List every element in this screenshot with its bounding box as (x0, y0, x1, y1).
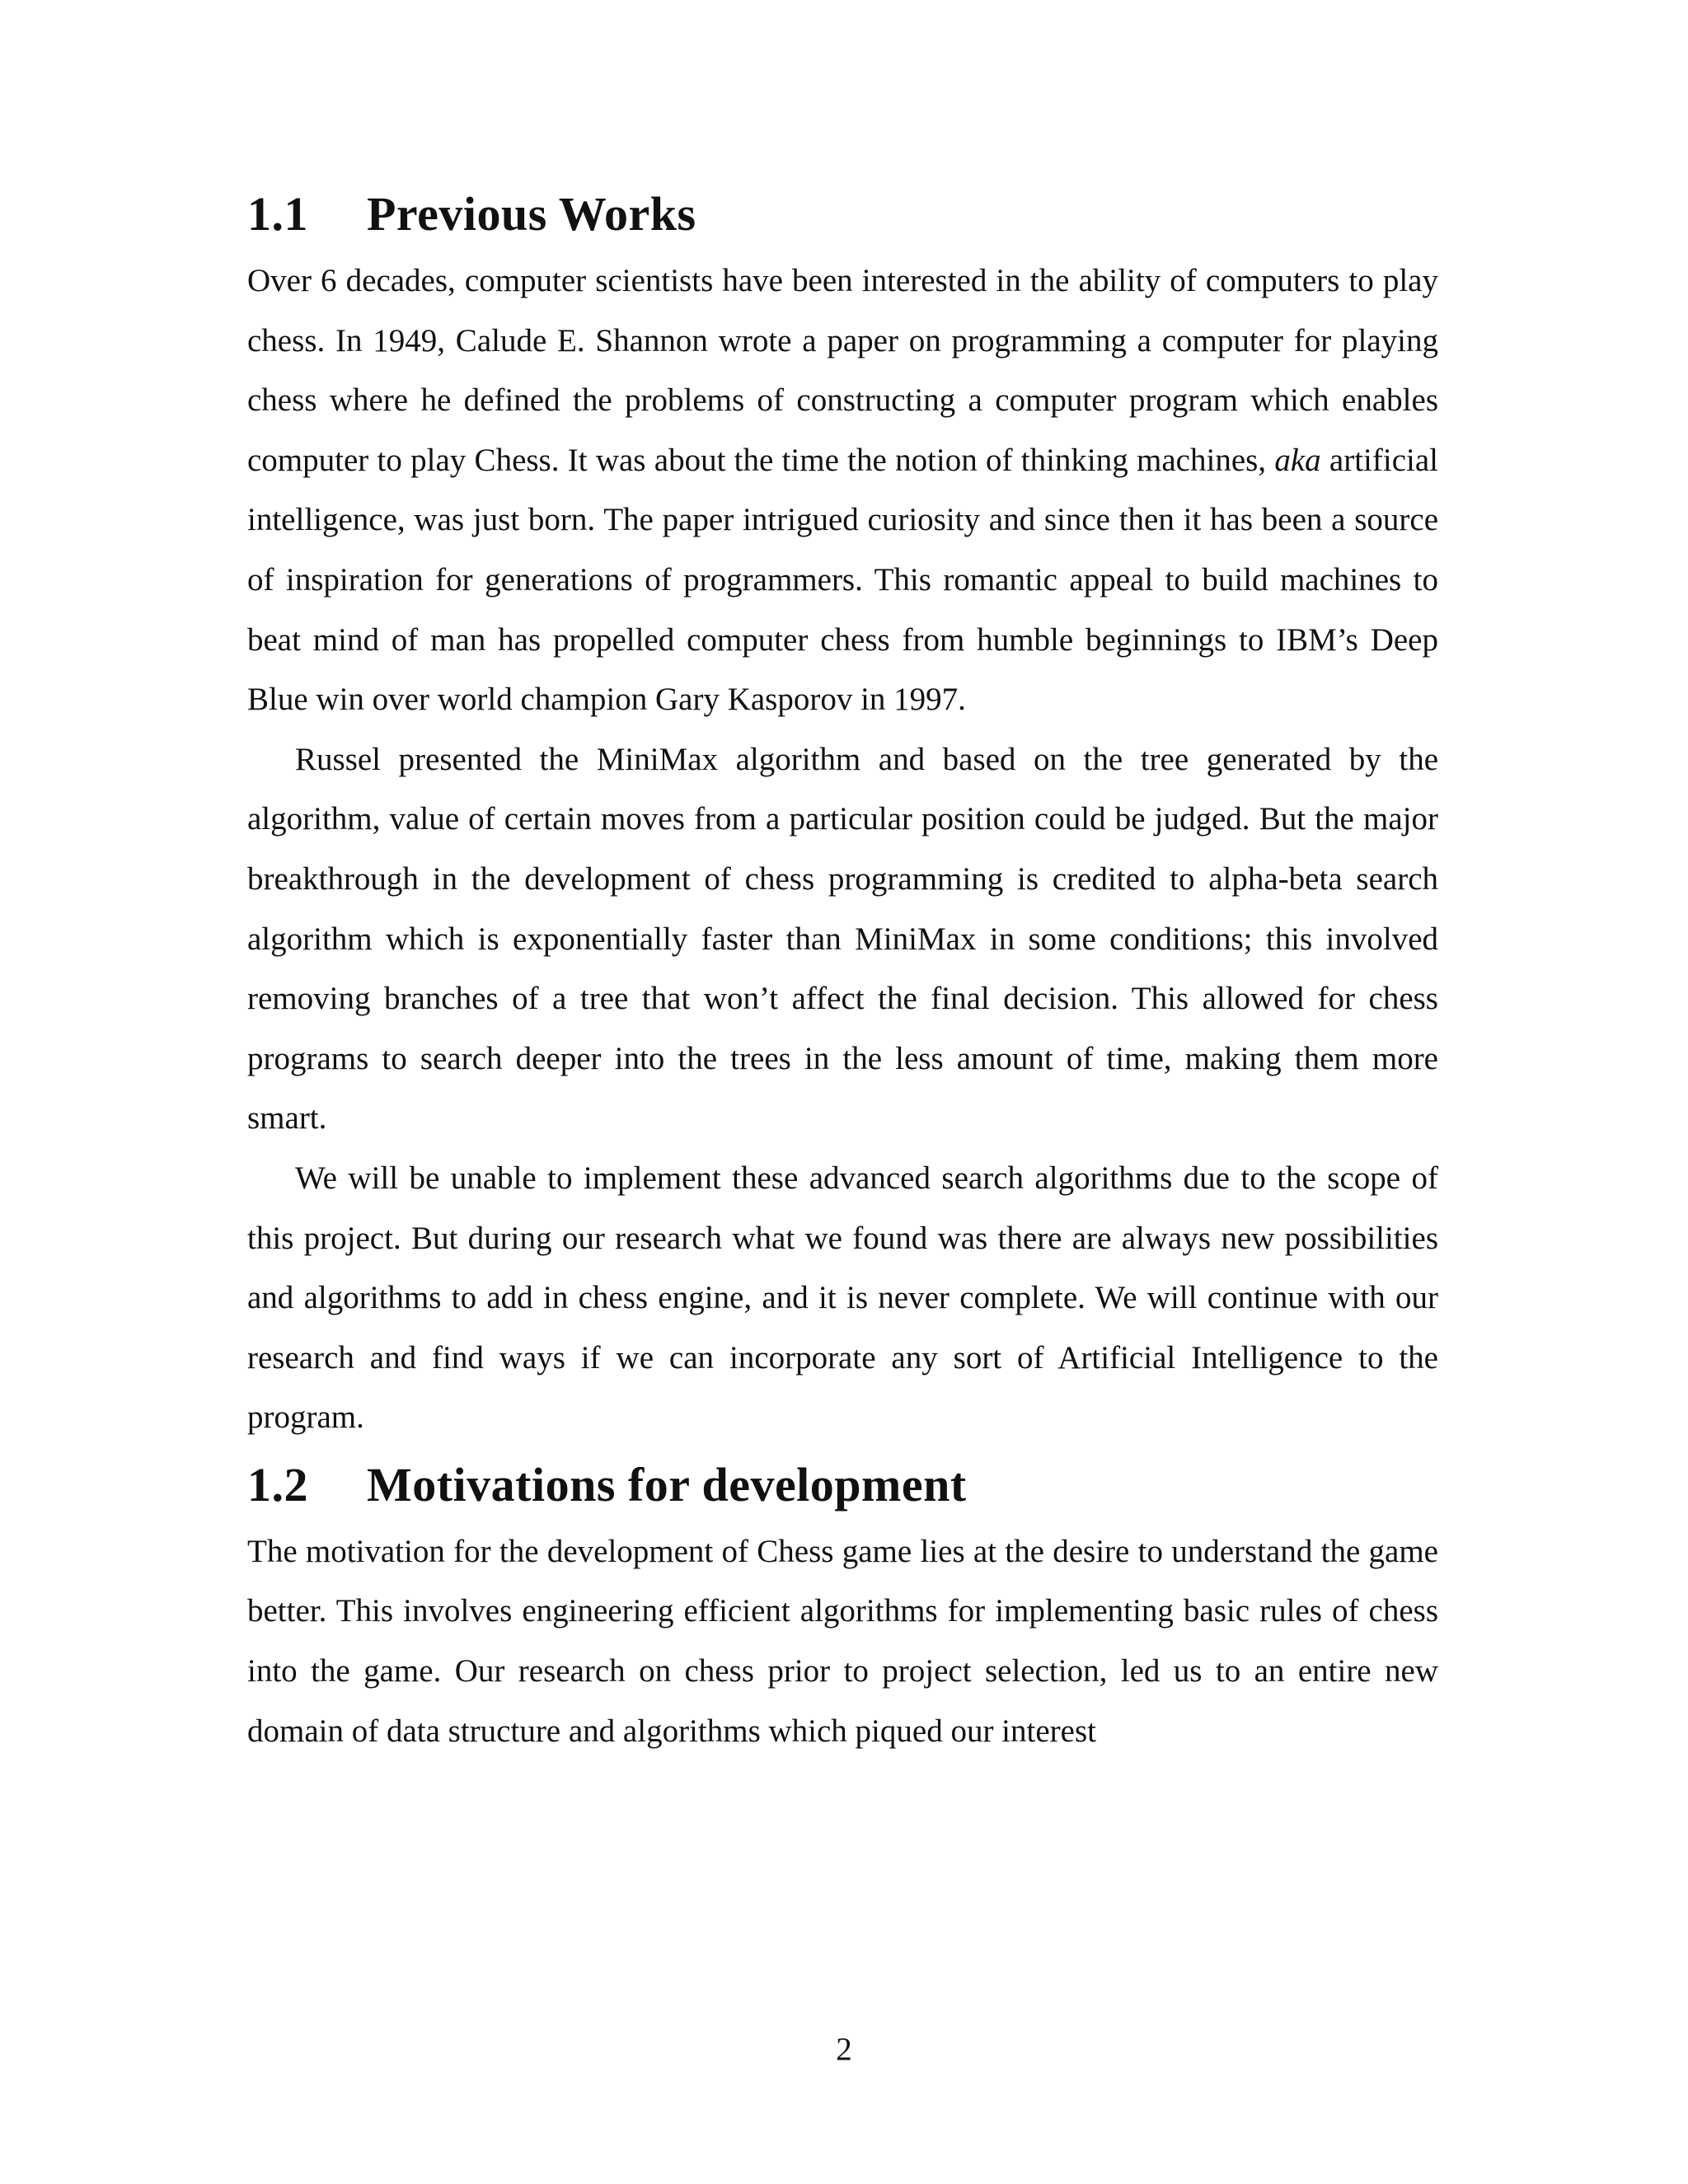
italic-term-aka: aka (1274, 442, 1321, 478)
paragraph-previous-works-1 (247, 251, 1438, 730)
section-number: 1.1 (247, 187, 308, 241)
section-heading-previous-works (247, 177, 1438, 251)
paragraph-motivations-1: The motivation for the development of Chess game lies at the desire to understand the game better. This involves engineering efficient algorithms for implementing basic rules of chess into the game. Our research on chess prior to project selection, led us to an entire new domain of data structure and algorithms which piqued our interest (247, 1533, 1438, 1749)
page-number: 2 (836, 2032, 852, 2067)
section-number: 1.2 (247, 1457, 308, 1511)
paragraph-previous-works-3: We will be unable to implement these advanced search algorithms due to the scope of this project. But during our research what we found was there are always new possibilities and algorithms to add in chess engine, and it is never complete. We will continue with our research and find ways if we can incorporate any sort of Artificial Intelligence to the program. (247, 1160, 1438, 1436)
page-content (247, 177, 1438, 1761)
section-title: Previous Works (367, 187, 696, 241)
section-title: Motivations for development (367, 1457, 967, 1511)
section-heading-motivations (247, 1448, 1438, 1522)
paragraph-previous-works-2: Russel presented the MiniMax algorithm and based on the tree generated by the algorithm, value of certain moves from a particular position could be judged. But the major breakthrough in the development of chess programming is credited to alpha-beta search algorithm which is exponentially faster than MiniMax in some conditions; this involved removing branches of a tree that won’t affect the final decision. This allowed for chess programs to search deeper into the trees in the less amount of time, making them more smart. (247, 741, 1438, 1137)
paragraph-text: Over 6 decades, computer scientists have been interested in the ability of computers to play chess. In 1949, Calude E. Shannon wrote a paper on programming a computer for playing chess where he defined the problems of constructing a computer program which enables computer to play Chess. It was about the time the notion of thinking machines, (247, 263, 1438, 478)
paragraph-text: artificial intelligence, was just born. The paper intrigued curiosity and since then it has been a source of inspiration for generations of programmers. This romantic appeal to build machines to beat mind of man has propelled computer chess from humble beginnings to IBM’s Deep Blue win over world champion Gary Kasporov in 1997. (247, 442, 1438, 718)
